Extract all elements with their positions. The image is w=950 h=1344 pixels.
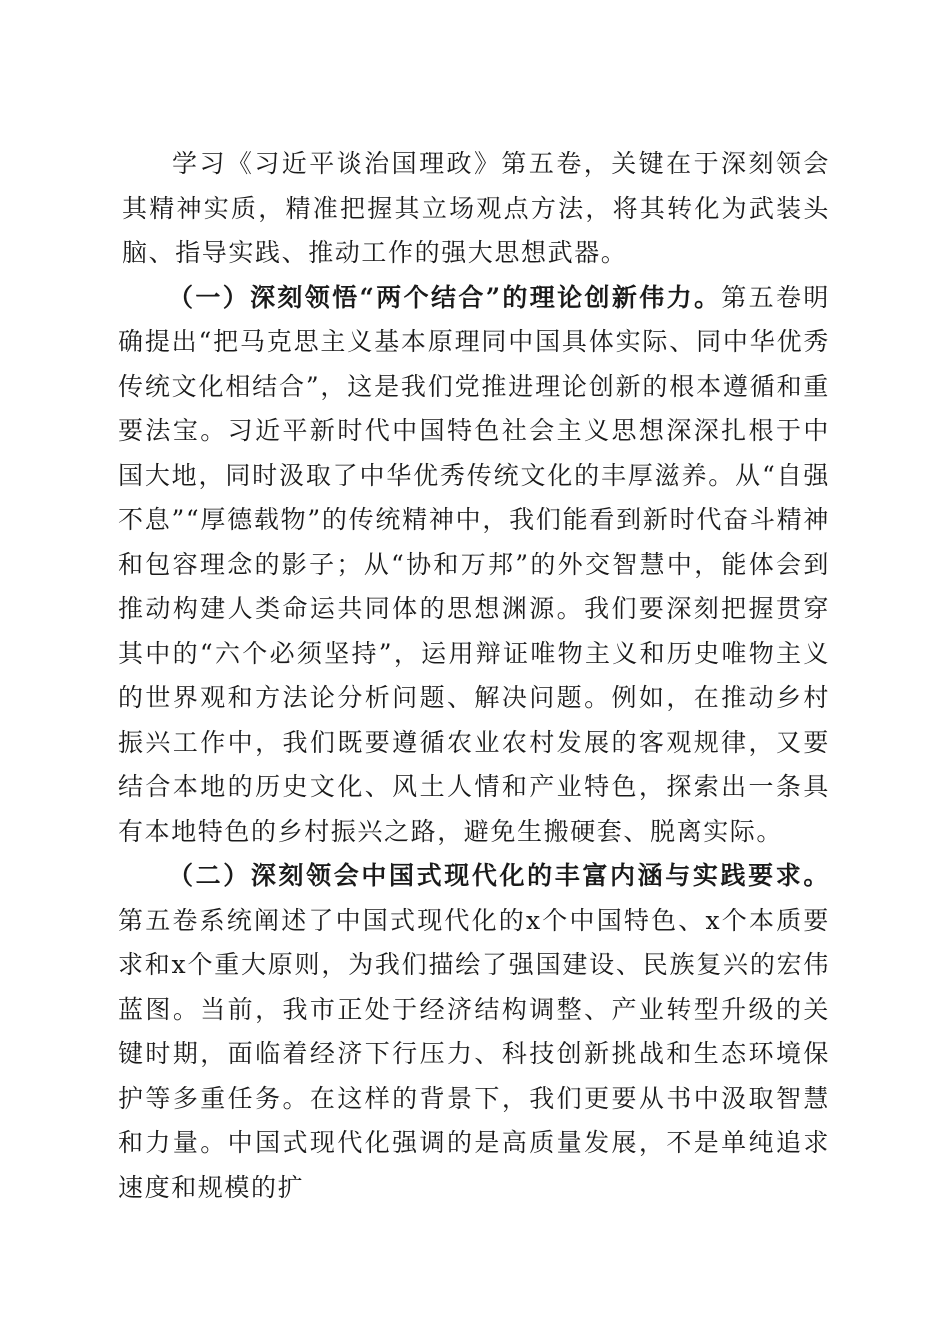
section-2-text: 第五卷系统阐述了中国式现代化的x个中国特色、x个本质要求和x个重大原则，为我们描绘了强国建设、民族复兴的宏伟蓝图。当前，我市正处于经济结构调整、产业转型升级的关键时期，面临着经济下行压力、科技创新挑战和生态环境保护等多重任务。在这样的背景下，我们更要从书中汲取智慧和力量。中国式现代化强调的是高质量发展，不是单纯追求速度和规模的扩 (118, 905, 830, 1202)
paragraph-section-2 (118, 854, 830, 1210)
paragraph-intro-text: 学习《习近平谈治国理政》第五卷，关键在于深刻领会其精神实质，精准把握其立场观点方法，将其转化为武装头脑、指导实践、推动工作的强大思想武器。 (122, 149, 830, 267)
paragraph-section-1 (118, 276, 830, 855)
section-1-text: 第五卷明确提出“把马克思主义基本原理同中国具体实际、同中华优秀传统文化相结合”，这是我们党推进理论创新的根本遵循和重要法宝。习近平新时代中国特色社会主义思想深深扎根于中国大地，同时汲取了中华优秀传统文化的丰厚滋养。从“自强不息”“厚德载物”的传统精神中，我们能看到新时代奋斗精神和包容理念的影子；从“协和万邦”的外交智慧中，能体会到推动构建人类命运共同体的思想渊源。我们要深刻把握贯穿其中的“六个必须坚持”，运用辩证唯物主义和历史唯物主义的世界观和方法论分析问题、解决问题。例如，在推动乡村振兴工作中，我们既要遵循农业农村发展的客观规律，又要结合本地的历史文化、风土人情和产业特色，探索出一条具有本地特色的乡村振兴之路，避免生搬硬套、脱离实际。 (118, 282, 830, 846)
paragraph-intro (122, 142, 830, 276)
section-1-heading: （一）深刻领悟“两个结合”的理论创新伟力。 (168, 282, 722, 312)
document-body (118, 142, 830, 1210)
section-2-heading: （二）深刻领会中国式现代化的丰富内涵与实践要求。 (168, 861, 830, 890)
